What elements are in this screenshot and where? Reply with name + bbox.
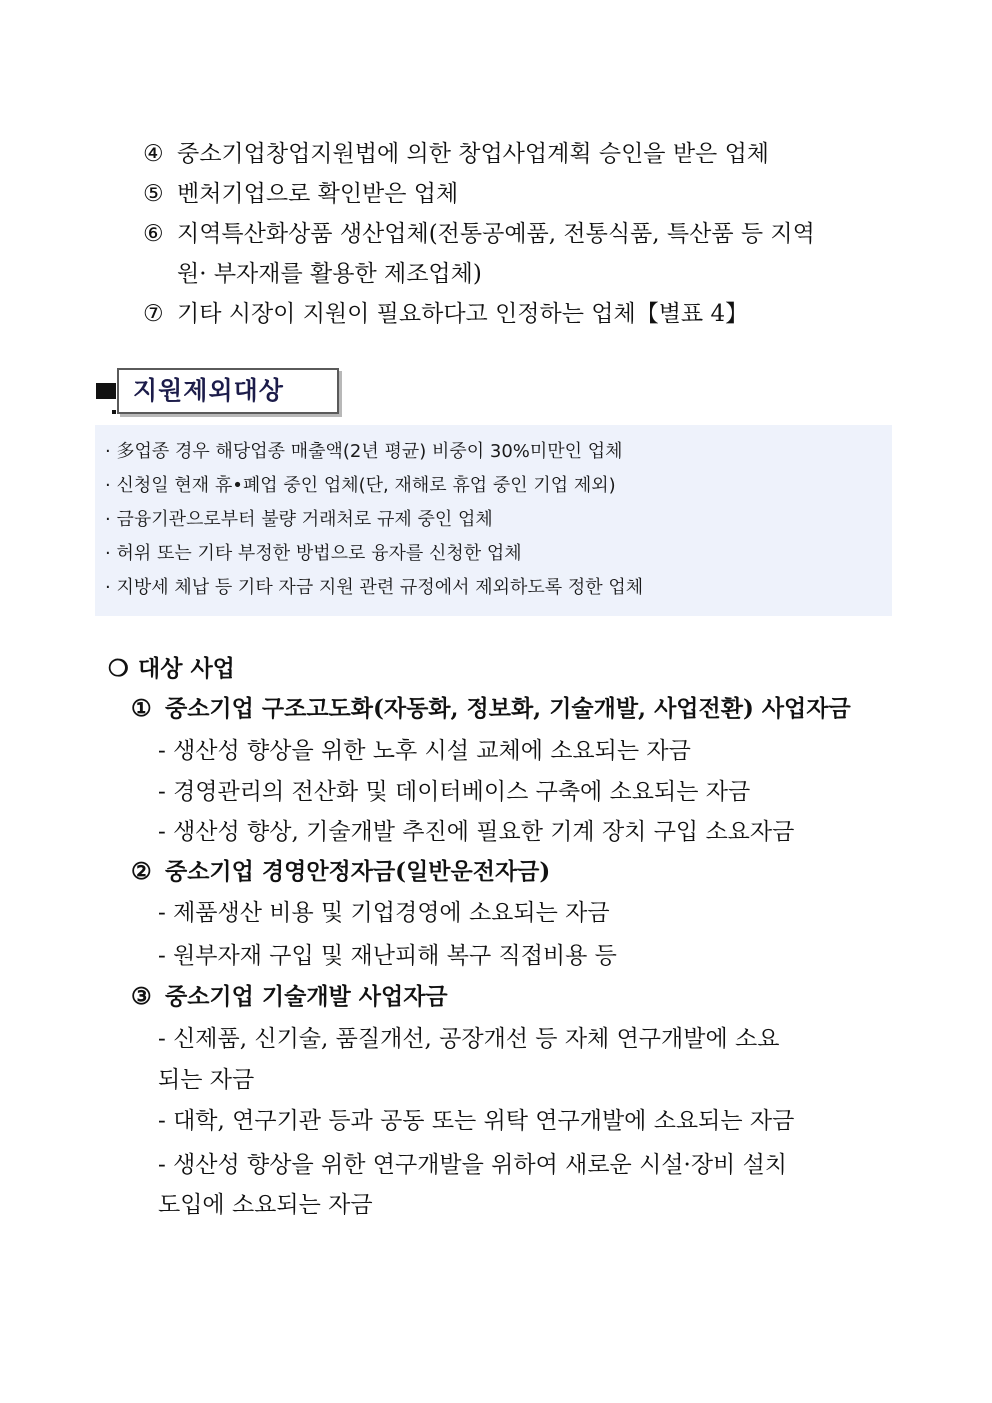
item-text: 기타 시장이 지원이 필요하다고 인정하는 업체【별표 4】 [177,301,749,327]
item-number: ⑤ [143,181,164,207]
subsection-item-continuation: 도입에 소요되는 자금 [158,1192,373,1218]
section-title: 지원제외대상 [133,376,284,405]
subsection-item: - 생산성 향상을 위한 연구개발을 위하여 새로운 시설·장비 설치 [158,1152,788,1178]
subsection-number: ① [131,695,152,722]
item-number: ⑦ [143,301,164,327]
subsection-title: 중소기업 구조고도화(자동화, 정보화, 기술개발, 사업전환) 사업자금 [165,695,851,722]
item-text: 중소기업창업지원법에 의한 창업사업계획 승인을 받은 업체 [177,141,770,167]
exclusion-box [95,425,892,616]
item-text: 지역특산화상품 생산업체(전통공예품, 전통식품, 특산품 등 지역 [177,221,815,247]
item-text: 원· 부자재를 활용한 제조업체) [177,261,482,287]
subsection-title: 중소기업 경영안정자금(일반운전자금) [165,858,551,885]
target-business-heading [108,654,235,684]
target-business-title: 대상 사업 [138,655,235,682]
subsection-heading [131,857,550,887]
list-item-continuation [143,259,482,289]
list-item [143,179,458,209]
exclusion-item: · 多업종 경우 해당업종 매출액(2년 평균) 비중이 30%미만인 업체 [105,441,623,462]
item-number: ④ [143,141,164,167]
subsection-heading [131,694,851,724]
section-marker-icon [96,383,116,399]
item-text: 벤처기업으로 확인받은 업체 [177,181,459,207]
subsection-title: 중소기업 기술개발 사업자금 [165,983,448,1010]
subsection-item: - 신제품, 신기술, 품질개선, 공장개선 등 자체 연구개발에 소요 [158,1026,780,1052]
subsection-number: ② [131,858,152,885]
circle-bullet-icon: ❍ [108,655,129,682]
subsection-item: - 생산성 향상, 기술개발 추진에 필요한 기계 장치 구입 소요자금 [158,819,795,845]
list-item [143,299,748,329]
subsection-item: - 생산성 향상을 위한 노후 시설 교체에 소요되는 자금 [158,738,691,764]
subsection-item: - 경영관리의 전산화 및 데이터베이스 구축에 소요되는 자금 [158,779,751,805]
subsection-item: - 원부자재 구입 및 재난피해 복구 직접비용 등 [158,943,617,969]
list-item [143,139,769,169]
item-number: ⑥ [143,221,164,247]
exclusion-item: · 허위 또는 기타 부정한 방법으로 융자를 신청한 업체 [105,543,522,564]
list-item [143,219,815,249]
subsection-heading [131,982,448,1012]
subsection-item: - 대학, 연구기관 등과 공동 또는 위탁 연구개발에 소요되는 자금 [158,1108,795,1134]
section-header-box [117,368,339,414]
exclusion-item: · 지방세 체납 등 기타 자금 지원 관련 규정에서 제외하도록 정한 업체 [105,577,644,598]
exclusion-item: · 신청일 현재 휴•폐업 중인 업체(단, 재해로 휴업 중인 기업 제외) [105,475,616,496]
exclusion-item: · 금융기관으로부터 불량 거래처로 규제 중인 업체 [105,509,493,530]
subsection-item-continuation: 되는 자금 [158,1067,255,1093]
section-dot-icon [112,410,116,414]
subsection-number: ③ [131,983,152,1010]
subsection-item: - 제품생산 비용 및 기업경영에 소요되는 자금 [158,900,610,926]
